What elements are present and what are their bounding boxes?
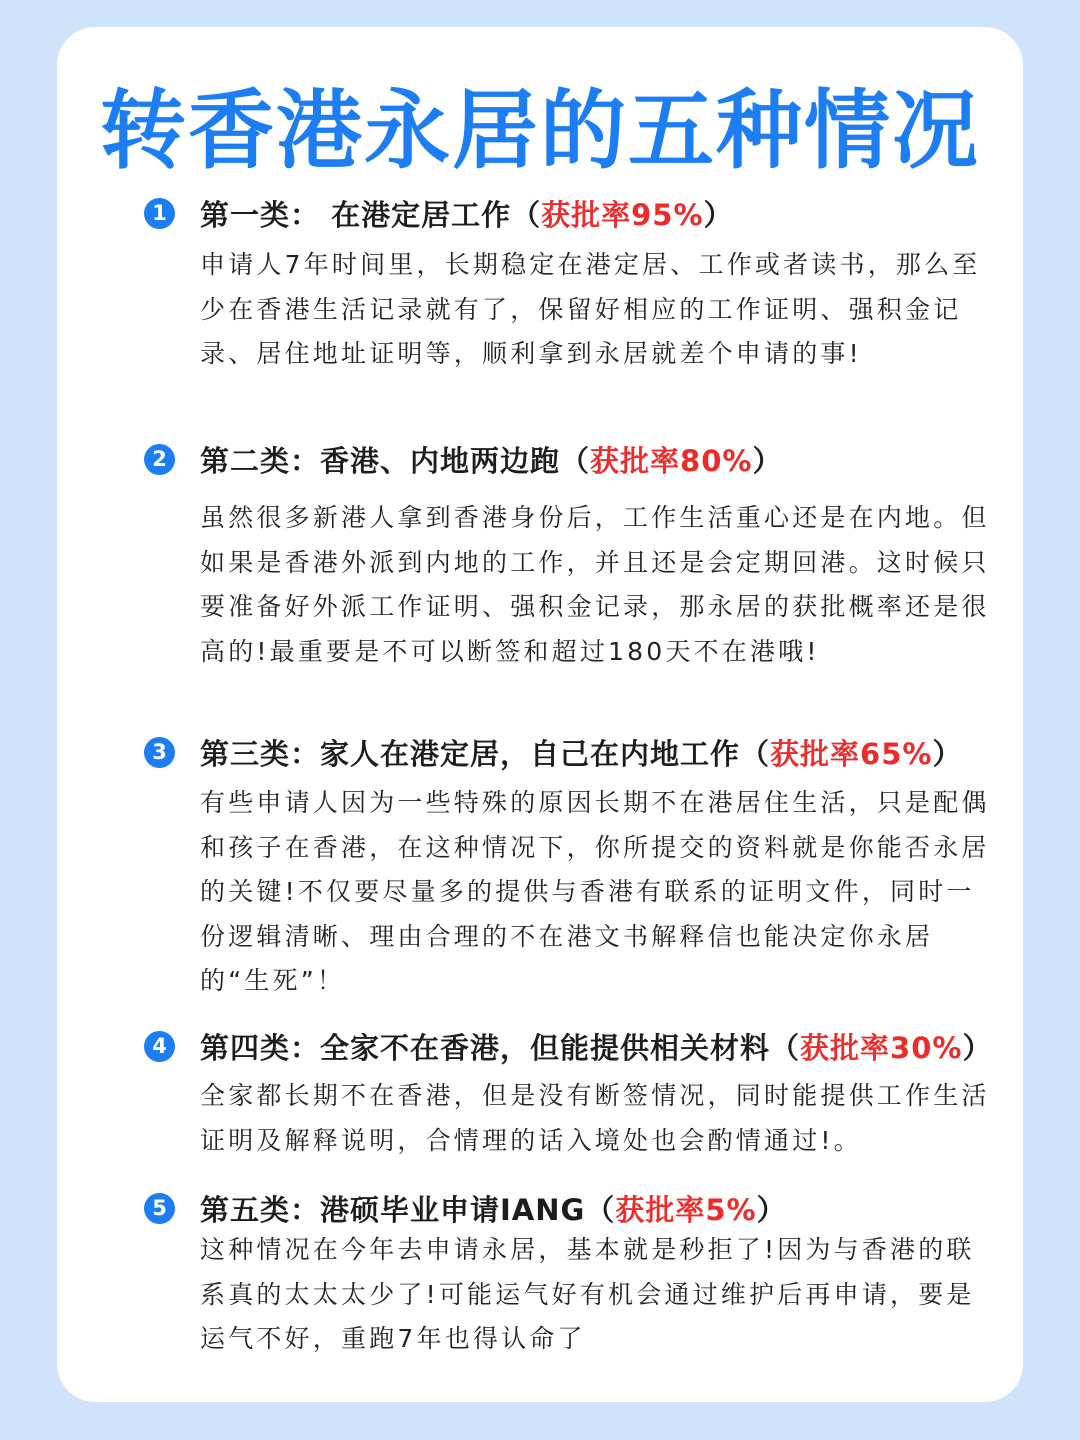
section-3-title	[200, 732, 962, 773]
section-2-title-close: ）	[752, 443, 783, 478]
section-5-title-text: 第五类：港硕毕业申请IANG（	[200, 1192, 616, 1227]
section-2-approval-rate: 获批率80%	[590, 443, 753, 478]
section-1-title-text: 第一类： 在港定居工作（	[200, 197, 542, 232]
section-3-approval-rate: 获批率65%	[770, 736, 933, 771]
section-4-title-text: 第四类：全家不在香港，但能提供相关材料（	[200, 1030, 801, 1065]
section-5-body: 这种情况在今年去申请永居，基本就是秒拒了!因为与香港的联系真的太太太少了!可能运气好有机会通过维护后再申请，要是运气不好，重跑7年也得认命了	[200, 1235, 975, 1353]
section-4-title-close: ）	[962, 1030, 993, 1065]
section-1-title-close: ）	[703, 197, 734, 232]
section-2-heading	[144, 439, 782, 479]
section-3-body: 有些申请人因为一些特殊的原因长期不在港居住生活，只是配偶和孩子在香港，在这种情况下，你所提交的资料就是你能否永居的关键!不仅要尽量多的提供与香港有联系的证明文件，同时一份逻辑清晰、理由合理的不在港文书解释信也能决定你永居的“生死”！	[200, 788, 990, 995]
section-2-title	[200, 439, 782, 480]
section-1-title	[200, 193, 734, 234]
number-badge-3: 3	[144, 737, 175, 768]
section-1-heading	[144, 193, 734, 233]
section-3-heading	[144, 732, 962, 772]
section-2-title-text: 第二类：香港、内地两边跑（	[200, 443, 591, 478]
section-5-title	[200, 1188, 787, 1229]
section-4-title	[200, 1026, 992, 1067]
section-1-body: 申请人7年时间里，长期稳定在港定居、工作或者读书，那么至少在香港生活记录就有了，保留好相应的工作证明、强积金记录、居住地址证明等，顺利拿到永居就差个申请的事!	[200, 250, 981, 368]
section-4-body: 全家都长期不在香港，但是没有断签情况，同时能提供工作生活证明及解释说明，合情理的话入境处也会酌情通过!。	[200, 1081, 990, 1155]
section-5-title-close: ）	[756, 1192, 787, 1227]
page-title: 转香港永居的五种情况	[100, 81, 980, 181]
section-3-title-close: ）	[932, 736, 963, 771]
section-4-heading	[144, 1026, 992, 1066]
section-1-approval-rate: 获批率95%	[541, 197, 704, 232]
section-2-body: 虽然很多新港人拿到香港身份后，工作生活重心还是在内地。但如果是香港外派到内地的工作，并且还是会定期回港。这时候只要准备好外派工作证明、强积金记录，那永居的获批概率还是很高的!最重要是不可以断签和超过180天不在港哦!	[200, 503, 990, 666]
content-card	[57, 27, 1023, 1402]
section-4-approval-rate: 获批率30%	[800, 1030, 963, 1065]
number-badge-5: 5	[144, 1193, 175, 1224]
section-3-title-text: 第三类：家人在港定居，自己在内地工作（	[200, 736, 771, 771]
number-badge-2: 2	[144, 444, 175, 475]
section-5-approval-rate: 获批率5%	[615, 1192, 757, 1227]
number-badge-4: 4	[144, 1031, 175, 1062]
number-badge-1: 1	[144, 198, 175, 229]
section-5-heading	[144, 1188, 787, 1228]
